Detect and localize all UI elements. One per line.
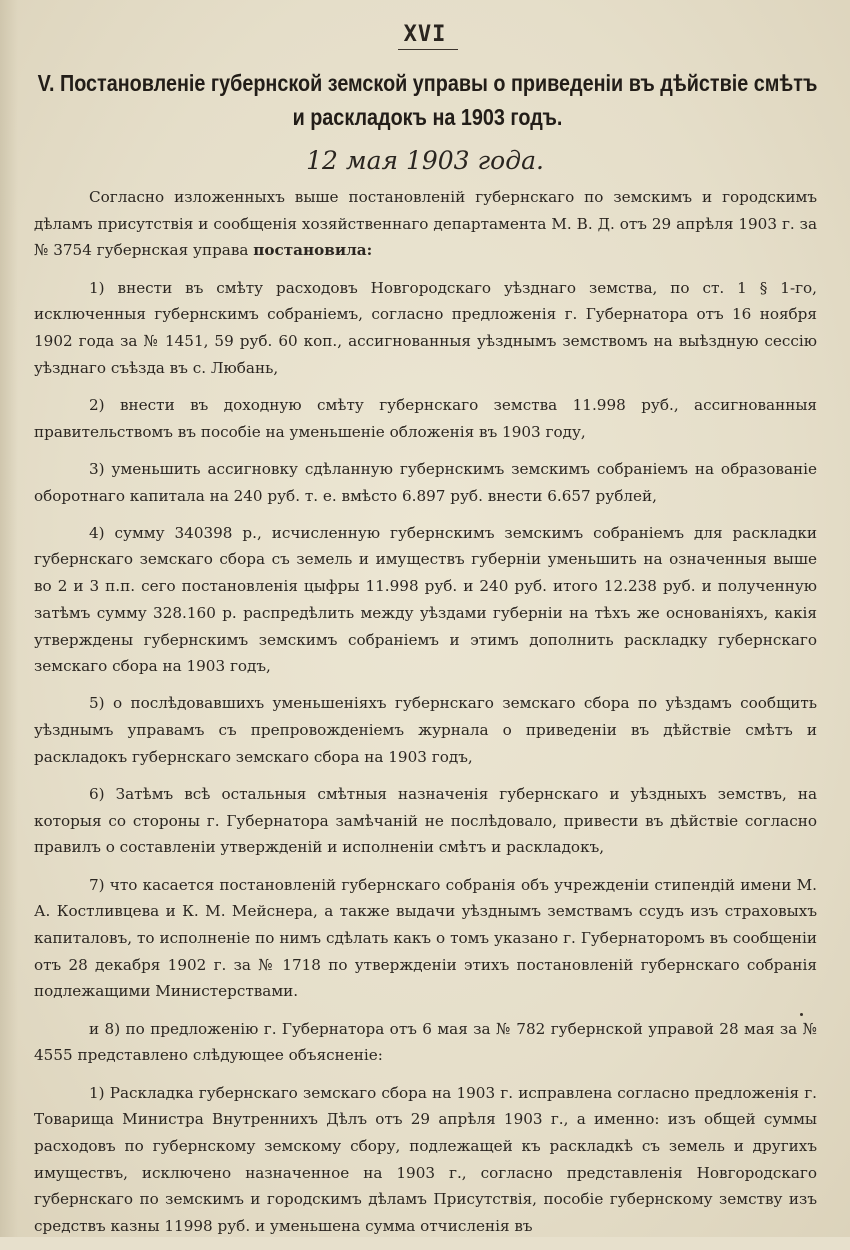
document-body <box>34 184 817 1250</box>
resolution-item-8: и 8) по предложенію г. Губернатора отъ 6 мая за № 782 губернской управой 28 мая за № 4555 представлено слѣдующее объясненіе: <box>34 1019 817 1065</box>
resolution-item-2: 2) внести въ доходную смѣту губернскаго земства 11.998 руб., ассигнованныя правительствомъ въ пособіе на уменьшеніе обложенія въ 1903 году, <box>34 395 817 441</box>
margin-mark <box>800 1013 803 1016</box>
resolution-item-6: 6) Затѣмъ всѣ остальныя смѣтныя назначенія губернскаго и уѣздныхъ земствъ, на которыя со стороны г. Губернатора замѣчаній не послѣдовало, привести въ дѣйствіе согласно правилъ о составленіи утвержденій и исполненіи смѣтъ и раскладокъ, <box>34 785 817 857</box>
resolution-item-3: 3) уменьшить ассигновку сдѣланную губернскимъ земскимъ собраніемъ на образованіе оборотнаго капитала на 240 руб. т. е. вмѣсто 6.897 руб. внести 6.657 рублей, <box>34 459 817 505</box>
intro-text: Согласно изложенныхъ выше постановленій губернскаго по земскимъ и городскимъ дѣламъ присутствія и сообщенія хозяйственнаго департамента М. В. Д. отъ 29 апрѣля 1903 г. за № 3754 губернская управа <box>34 188 817 260</box>
page-number: XVI <box>403 22 447 47</box>
explanation-item-1: 1) Раскладка губернскаго земскаго сбора на 1903 г. исправлена согласно предложенія г. Товарища Министра Внутреннихъ Дѣлъ отъ 29 апрѣля 1903 г., а именно: изъ общей суммы расходовъ по губернскому земскому сбору, подлежащей къ раскладкѣ съ земель и другихъ имуществъ, исключено назначенное на 1903 г., согласно представленія Новгородскаго губернскаго по земскимъ и городскимъ дѣламъ Присутствія, пособіе губернскому земству изъ средствъ казны 11998 руб. и уменьшена сумма отчисленія въ <box>34 1083 817 1236</box>
resolution-item-4: 4) сумму 340398 р., исчисленную губернскимъ земскимъ собраніемъ для раскладки губернскаго земскаго сбора съ земель и имуществъ губерніи уменьшить на означенныя выше во 2 и 3 п.п. сего постановленія цыфры 11.998 руб. и 240 руб. итого 12.238 руб. и полученную затѣмъ сумму 328.160 р. распредѣлить между уѣздами губерніи на тѣхъ же основаніяхъ, какія утверждены губернскимъ земскимъ собраніемъ и этимъ дополнить раскладку губернскаго земскаго сбора на 1903 годъ, <box>34 523 817 676</box>
intro-paragraph <box>34 184 817 264</box>
resolution-item-5: 5) о послѣдовавшихъ уменьшеніяхъ губернскаго земскаго сбора по уѣздамъ сообщить уѣзднымъ управамъ съ препровожденіемъ журнала о приведеніи въ дѣйствіе смѣтъ и раскладокъ губернскаго земскаго сбора на 1903 годъ, <box>34 694 817 766</box>
resolution-item-7: 7) что касается постановленій губернскаго собранія объ учрежденіи стипендій имени М. А. Костливцева и К. М. Мейснера, а также выдачи уѣзднымъ земствамъ ссудъ изъ страховыхъ капиталовъ, то исполненіе по нимъ сдѣлать какъ о томъ указано г. Губернаторомъ въ сообщеніи отъ 28 декабря 1902 г. за № 1718 по утвержденіи этихъ постановленій губернскаго собранія подлежащими Министерствами. <box>34 875 817 1001</box>
page-spine-shadow <box>0 0 18 1237</box>
resolution-item-1: 1) внести въ смѣту расходовъ Новгородскаго уѣзднаго земства, по ст. 1 § 1-го, исключенныя губернскимъ собраніемъ, согласно предложенія г. Губернатора отъ 16 ноября 1902 года за № 1451, 59 руб. 60 коп., ассигнованныя уѣзднымъ земствомъ на выѣздную сессію уѣзднаго съѣзда въ с. Любань, <box>34 278 817 377</box>
intro-emphasis: постановила: <box>253 241 373 260</box>
document-date: 12 мая 1903 года. <box>306 146 544 175</box>
section-heading: V. Постановленіе губернской земской управы о приведеніи въ дѣйствіе смѣтъ и раскладокъ на 1903 годъ. <box>37 70 818 130</box>
page-number-underline <box>398 49 458 50</box>
